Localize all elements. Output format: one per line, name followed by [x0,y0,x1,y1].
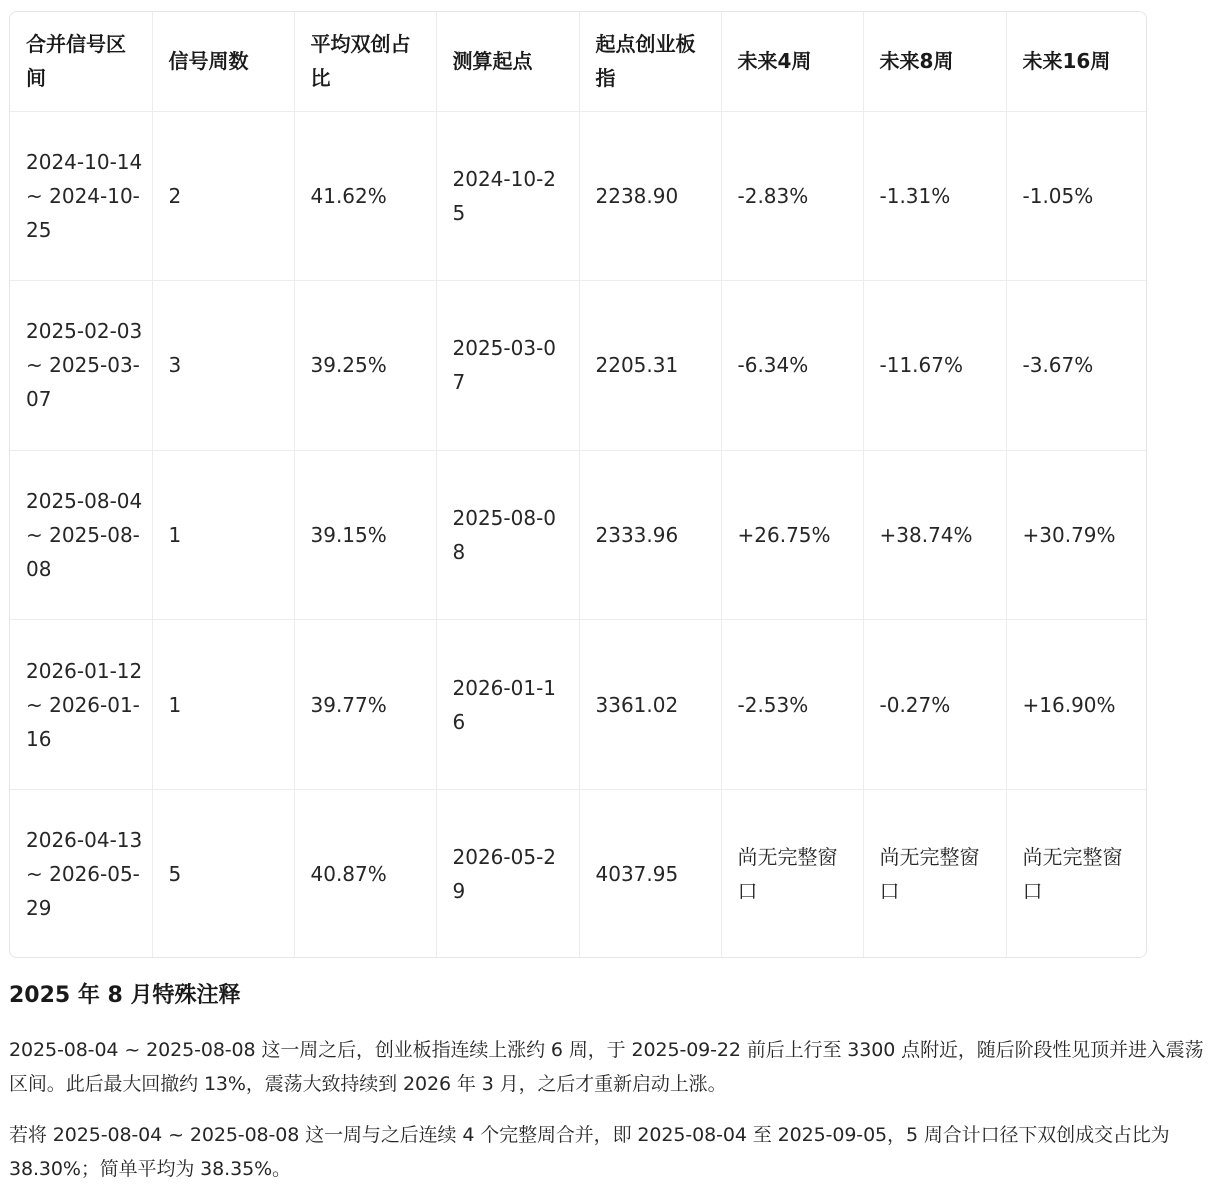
cell-next-16w: +16.90% [1006,620,1147,790]
cell-next-8w: 尚无完整窗口 [863,789,1006,958]
cell-start-index: 4037.95 [579,789,721,958]
cell-start-date: 2024-10-25 [436,111,579,281]
cell-next-16w: -1.05% [1006,111,1147,281]
cell-next-16w: -3.67% [1006,281,1147,451]
cell-start-date: 2026-01-16 [436,620,579,790]
cell-start-index: 2238.90 [579,111,721,281]
cell-weeks: 1 [152,450,294,620]
cell-start-index: 2205.31 [579,281,721,451]
header-next-4w: 未来4周 [721,12,863,111]
cell-ratio: 40.87% [294,789,436,958]
header-avg-ratio: 平均双创占比 [294,12,436,111]
cell-next-4w: +26.75% [721,450,863,620]
cell-ratio: 39.15% [294,450,436,620]
cell-next-16w: 尚无完整窗口 [1022,845,1123,904]
cell-ratio: 41.62% [294,111,436,281]
header-start-index: 起点创业板指 [579,12,721,111]
header-next-16w: 未来16周 [1006,12,1147,111]
cell-next-4w: 尚无完整窗口 [721,789,863,958]
cell-next-8w: +38.74% [863,450,1006,620]
header-start-date: 测算起点 [436,12,579,111]
cell-next-16w: +30.79% [1006,450,1147,620]
cell-next-8w: -11.67% [863,281,1006,451]
note-heading: 2025 年 8 月特殊注释 [9,983,241,1008]
note-paragraph-2: 若将 2025-08-04 ~ 2025-08-08 这一周与之后连续 4 个完整周合并，即 2025-08-04 至 2025-09-05，5 周合计口径下双创成交占比为 38.30%；简单平均为 38.35%。 [9,1124,1170,1180]
signal-table [10,12,1147,958]
cell-interval: 2026-01-12 ~ 2026-01-16 [10,620,152,790]
cell-next-4w: -6.34% [721,281,863,451]
table-row [10,450,1147,620]
cell-next-4w: -2.83% [721,111,863,281]
cell-weeks: 5 [152,789,294,958]
cell-weeks: 3 [152,281,294,451]
header-signal-weeks: 信号周数 [152,12,294,111]
note-paragraph-1: 2025-08-04 ~ 2025-08-08 这一周之后，创业板指连续上涨约 6 周，于 2025-09-22 前后上行至 3300 点附近，随后阶段性见顶并进入震荡区间。此后最大回撤约 13%，震荡大致持续到 2026 年 3 月，之后才重新启动上涨。 [9,1039,1204,1095]
signal-table-container [9,11,1147,958]
cell-interval: 2024-10-14 ~ 2024-10-25 [10,111,152,281]
cell-interval: 2025-02-03 ~ 2025-03-07 [10,281,152,451]
cell-weeks: 2 [152,111,294,281]
cell-next-4w: -2.53% [721,620,863,790]
table-row [10,281,1147,451]
cell-start-index: 3361.02 [579,620,721,790]
cell-next-8w: -0.27% [863,620,1006,790]
cell-interval: 2026-04-13 ~ 2026-05-29 [10,789,152,958]
table-row [10,789,1147,958]
cell-ratio: 39.25% [294,281,436,451]
table-header-row [10,12,1147,111]
table-row [10,620,1147,790]
cell-start-date: 2025-03-07 [436,281,579,451]
cell-start-date: 2025-08-08 [436,450,579,620]
table-row [10,111,1147,281]
header-merged-interval: 合并信号区间 [10,12,152,111]
cell-weeks: 1 [152,620,294,790]
cell-interval: 2025-08-04 ~ 2025-08-08 [10,450,152,620]
cell-ratio: 39.77% [294,620,436,790]
cell-next-8w: -1.31% [863,111,1006,281]
header-next-8w: 未来8周 [863,12,1006,111]
cell-start-date: 2026-05-29 [436,789,579,958]
cell-start-index: 2333.96 [579,450,721,620]
